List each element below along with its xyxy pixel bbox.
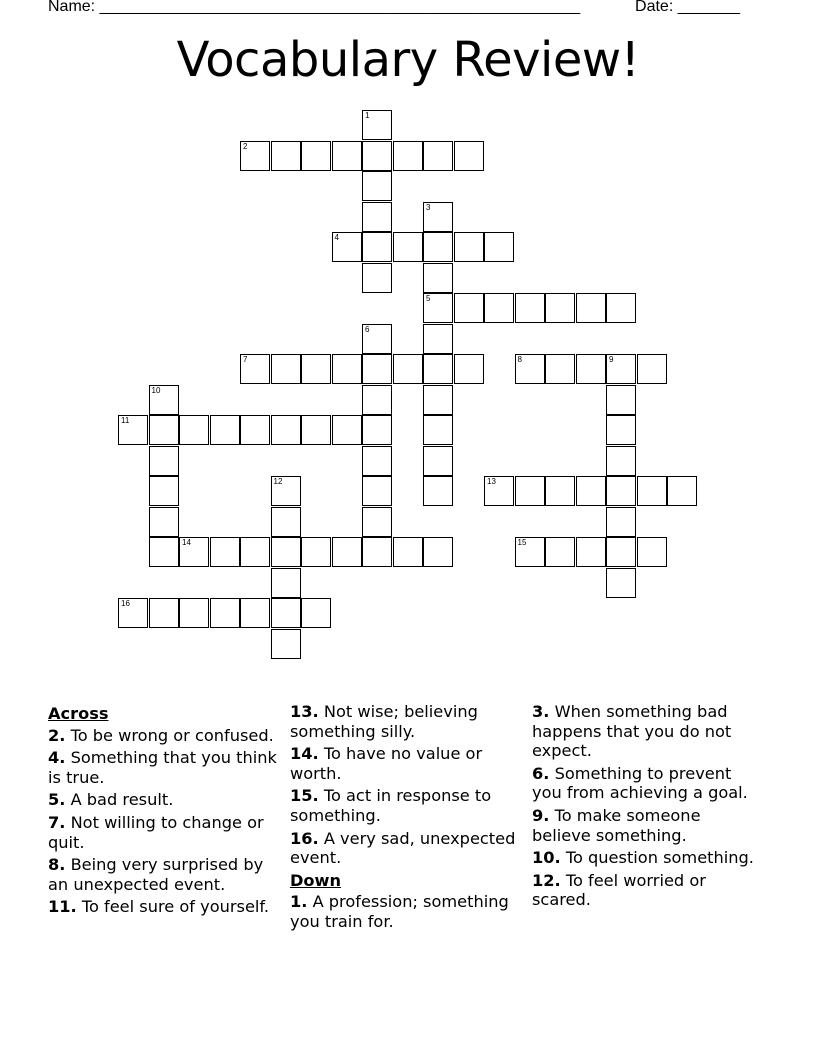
- grid-cell[interactable]: [454, 232, 484, 262]
- grid-cell[interactable]: [576, 293, 606, 323]
- clue-item: [532, 848, 764, 868]
- clue-text: To feel sure of yourself.: [76, 897, 270, 917]
- grid-cell[interactable]: [149, 385, 179, 415]
- grid-cell[interactable]: [149, 476, 179, 506]
- grid-cell[interactable]: [149, 537, 179, 567]
- grid-cell[interactable]: [240, 537, 270, 567]
- grid-cell[interactable]: [362, 446, 392, 476]
- clue-item: [48, 726, 280, 746]
- grid-cell[interactable]: [362, 385, 392, 415]
- grid-cell[interactable]: [210, 537, 240, 567]
- clue-number-label: 11.: [48, 897, 77, 917]
- grid-cell[interactable]: [362, 537, 392, 567]
- clue-number: 6: [365, 324, 370, 334]
- grid-cell[interactable]: [118, 598, 148, 628]
- grid-cell[interactable]: [423, 537, 453, 567]
- grid-cell[interactable]: [362, 476, 392, 506]
- name-blank: ______________________________________________________: [99, 0, 581, 15]
- date-label: Date:: [635, 0, 678, 15]
- grid-cell[interactable]: [393, 141, 423, 171]
- clue-number: 12: [273, 477, 283, 486]
- grid-cell[interactable]: [301, 354, 331, 384]
- grid-cell[interactable]: [637, 354, 667, 384]
- grid-cell[interactable]: [484, 476, 514, 506]
- grid-cell[interactable]: [149, 446, 179, 476]
- grid-cell[interactable]: [271, 537, 301, 567]
- grid-cell[interactable]: [454, 293, 484, 323]
- grid-cell[interactable]: [423, 232, 453, 262]
- clue-item: [290, 744, 522, 783]
- grid-cell[interactable]: [362, 202, 392, 232]
- clue-item: [48, 897, 280, 917]
- grid-cell[interactable]: [301, 598, 331, 628]
- grid-cell[interactable]: [423, 293, 453, 323]
- grid-cell[interactable]: [576, 354, 606, 384]
- clue-text: To make someone believe something.: [532, 805, 701, 845]
- clue-text: To be wrong or confused.: [65, 725, 274, 745]
- page-title: Vocabulary Review!: [176, 32, 640, 88]
- clue-number-label: 7.: [48, 812, 66, 832]
- grid-cell[interactable]: [423, 354, 453, 384]
- grid-cell[interactable]: [271, 141, 301, 171]
- clue-text: To have no value or worth.: [290, 744, 483, 783]
- grid-cell[interactable]: [332, 232, 362, 262]
- grid-cell[interactable]: [545, 354, 575, 384]
- grid-cell[interactable]: [332, 415, 362, 445]
- grid-cell[interactable]: [423, 385, 453, 415]
- grid-cell[interactable]: [576, 476, 606, 506]
- clue-number-label: 10.: [532, 848, 561, 868]
- grid-cell[interactable]: [393, 232, 423, 262]
- grid-cell[interactable]: [606, 385, 636, 415]
- grid-cell[interactable]: [362, 171, 392, 201]
- grid-cell[interactable]: [423, 202, 453, 232]
- across-clue-list-continued: [290, 702, 522, 868]
- clue-number: 10: [151, 385, 161, 395]
- grid-cell[interactable]: [332, 537, 362, 567]
- grid-cell[interactable]: [118, 415, 148, 445]
- grid-cell[interactable]: [545, 476, 575, 506]
- grid-cell[interactable]: [423, 415, 453, 445]
- grid-cell[interactable]: [149, 507, 179, 537]
- grid-cell[interactable]: [271, 568, 301, 598]
- grid-cell[interactable]: [576, 537, 606, 567]
- grid-cell[interactable]: [454, 354, 484, 384]
- date-blank: _______: [677, 0, 740, 15]
- grid-cell[interactable]: [545, 293, 575, 323]
- down-clue-list-continued: [532, 702, 764, 910]
- grid-cell[interactable]: [515, 293, 545, 323]
- grid-cell[interactable]: [271, 507, 301, 537]
- grid-cell[interactable]: [606, 415, 636, 445]
- grid-cell[interactable]: [362, 324, 392, 354]
- clue-number-label: 8.: [48, 855, 66, 875]
- clue-number: 14: [182, 538, 191, 547]
- clue-item: [290, 892, 522, 931]
- grid-cell[interactable]: [606, 507, 636, 537]
- clue-number: 15: [517, 538, 527, 547]
- clue-number: 13: [487, 477, 496, 486]
- clue-text: A very sad, unexpected event.: [290, 828, 516, 868]
- grid-cell[interactable]: [332, 354, 362, 384]
- grid-cell[interactable]: [332, 141, 362, 171]
- clue-number-label: 1.: [290, 892, 308, 912]
- clue-item: [48, 813, 280, 852]
- clue-text: Not willing to change or quit.: [48, 812, 264, 852]
- grid-cell[interactable]: [179, 537, 209, 567]
- clue-number-label: 12.: [532, 870, 561, 890]
- clue-number-label: 5.: [48, 790, 66, 810]
- grid-cell[interactable]: [667, 476, 697, 506]
- clue-number-label: 13.: [290, 702, 319, 721]
- clue-item: [532, 702, 764, 761]
- clue-number: 7: [243, 355, 248, 364]
- clue-number-label: 9.: [532, 805, 550, 825]
- clue-number-label: 16.: [290, 828, 319, 848]
- grid-cell[interactable]: [423, 263, 453, 293]
- grid-cell[interactable]: [454, 141, 484, 171]
- grid-cell[interactable]: [362, 232, 392, 262]
- clues-column-3: [532, 702, 764, 913]
- grid-cell[interactable]: [606, 446, 636, 476]
- grid-cell[interactable]: [484, 293, 514, 323]
- clues-column-2: [290, 702, 522, 935]
- clue-text: Something that you think is true.: [48, 748, 277, 787]
- clue-text: Being very surprised by an unexpected event.: [48, 855, 264, 894]
- grid-cell[interactable]: [484, 232, 514, 262]
- clue-text: A bad result.: [65, 790, 174, 810]
- grid-cell[interactable]: [362, 354, 392, 384]
- grid-cell[interactable]: [423, 446, 453, 476]
- clue-number: 9: [609, 355, 614, 364]
- grid-cell[interactable]: [606, 476, 636, 506]
- clue-number: 16: [121, 599, 130, 608]
- clue-text: To question something.: [560, 848, 754, 868]
- clue-number: 1: [365, 111, 370, 120]
- grid-cell[interactable]: [515, 537, 545, 567]
- clue-text: To feel worried or scared.: [532, 870, 706, 910]
- grid-cell[interactable]: [271, 629, 301, 659]
- clue-number-label: 14.: [290, 744, 319, 764]
- grid-cell[interactable]: [240, 141, 270, 171]
- grid-cell[interactable]: [271, 415, 301, 445]
- grid-cell[interactable]: [362, 415, 392, 445]
- grid-cell[interactable]: [362, 110, 392, 140]
- grid-cell[interactable]: [210, 415, 240, 445]
- grid-cell[interactable]: [301, 537, 331, 567]
- name-label: Name:: [48, 0, 100, 15]
- grid-cell[interactable]: [271, 598, 301, 628]
- grid-cell[interactable]: [393, 354, 423, 384]
- grid-cell[interactable]: [393, 537, 423, 567]
- clue-number-label: 3.: [532, 702, 550, 721]
- grid-cell[interactable]: [271, 476, 301, 506]
- clue-number: 8: [517, 355, 522, 364]
- grid-cell[interactable]: [423, 324, 453, 354]
- down-heading: Down: [290, 870, 342, 890]
- grid-cell[interactable]: [515, 354, 545, 384]
- clue-item: [532, 806, 764, 845]
- clue-number: 2: [243, 141, 248, 151]
- grid-cell[interactable]: [423, 141, 453, 171]
- clue-text: When something bad happens that you do not expect.: [532, 702, 732, 761]
- clue-text: A profession; something you train for.: [290, 892, 509, 931]
- clue-item: [290, 829, 522, 868]
- grid-cell[interactable]: [545, 537, 575, 567]
- clue-number: 11: [121, 416, 130, 425]
- grid-cell[interactable]: [271, 354, 301, 384]
- grid-cell[interactable]: [240, 354, 270, 384]
- clue-number-label: 4.: [48, 748, 66, 768]
- grid-cell[interactable]: [637, 476, 667, 506]
- clue-text: To act in response to something.: [290, 786, 492, 825]
- clue-text: Something to prevent you from achieving a goal.: [532, 763, 748, 803]
- grid-cell[interactable]: [240, 598, 270, 628]
- grid-cell[interactable]: [606, 354, 636, 384]
- clue-item: [48, 855, 280, 894]
- grid-cell[interactable]: [301, 415, 331, 445]
- clue-number: 3: [426, 202, 431, 212]
- clues-column-1: [48, 702, 280, 920]
- grid-cell[interactable]: [637, 537, 667, 567]
- clue-item: [532, 871, 764, 910]
- grid-cell[interactable]: [210, 598, 240, 628]
- grid-cell[interactable]: [362, 263, 392, 293]
- across-clue-list: [48, 726, 280, 917]
- clue-item: [532, 764, 764, 803]
- grid-cell[interactable]: [362, 141, 392, 171]
- clue-number: 5: [426, 294, 431, 303]
- down-clue-list: [290, 892, 522, 931]
- across-heading: Across: [48, 704, 109, 723]
- grid-cell[interactable]: [423, 476, 453, 506]
- grid-cell[interactable]: [362, 507, 392, 537]
- grid-cell[interactable]: [149, 598, 179, 628]
- grid-cell[interactable]: [606, 537, 636, 567]
- grid-cell[interactable]: [179, 598, 209, 628]
- clue-item: [290, 786, 522, 825]
- clue-number-label: 2.: [48, 725, 66, 745]
- clue-item: [48, 748, 280, 787]
- clue-number-label: 6.: [532, 763, 550, 783]
- grid-cell[interactable]: [240, 415, 270, 445]
- grid-cell[interactable]: [149, 415, 179, 445]
- clue-number-label: 15.: [290, 786, 319, 806]
- grid-cell[interactable]: [606, 568, 636, 598]
- clue-item: [48, 790, 280, 810]
- clue-item: [290, 702, 522, 741]
- clue-text: Not wise; believing something silly.: [290, 702, 478, 741]
- grid-cell[interactable]: [301, 141, 331, 171]
- grid-cell[interactable]: [515, 476, 545, 506]
- clue-number: 4: [334, 233, 339, 242]
- grid-cell[interactable]: [606, 293, 636, 323]
- grid-cell[interactable]: [179, 415, 209, 445]
